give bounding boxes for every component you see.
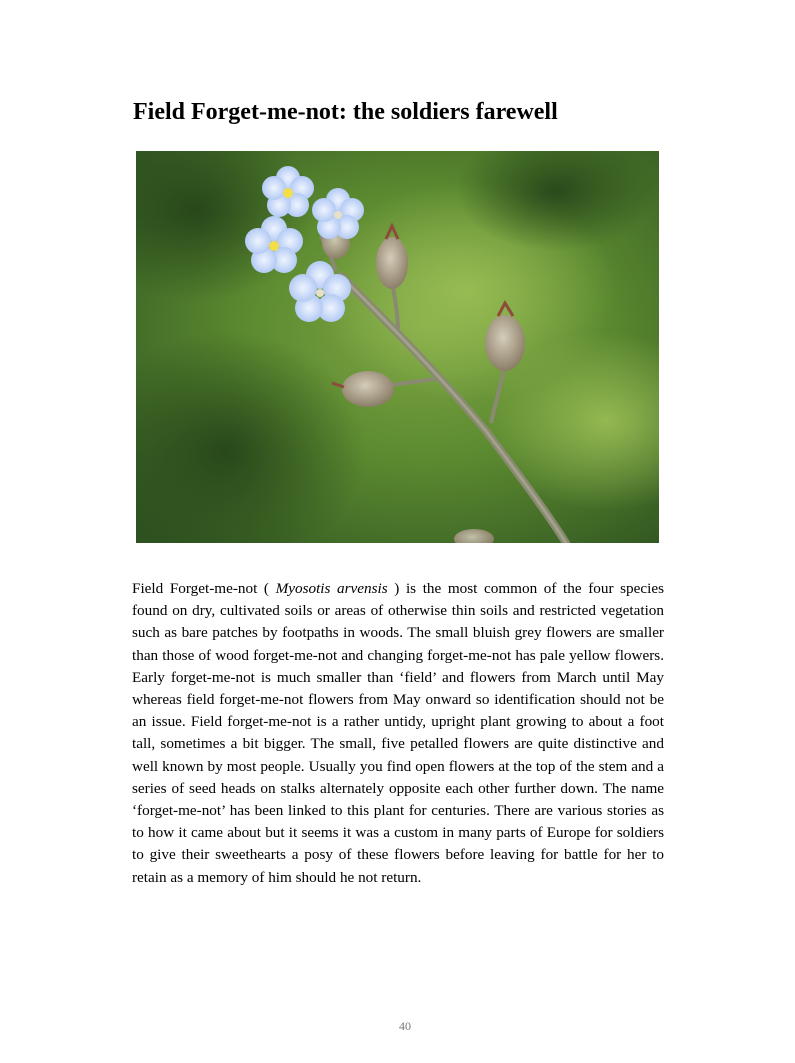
forget-me-not-photo-icon [136,151,659,543]
page-title: Field Forget-me-not: the soldiers farewell [133,99,558,125]
paragraph-intro: Field Forget-me-not ( [132,580,276,597]
paragraph-rest: ) is the most common of the four species found on dry, cultivated soils or areas of otherwise thin soils and restricted vegetation such as bare patches by footpaths in woods. The small bluish grey flowers are smaller than those of wood forget-me-not and changing forget-me-not has pale yellow flowers. Early forget-me-not is much smaller than ‘field’ and flowers from March until May whereas field forget-me-not flowers from May onward so identification should not be an issue. Field forget-me-not is a rather untidy, upright plant growing to about a foot tall, sometimes a bit bigger. The small, five petalled flowers are quite distinctive and well known by most people. Usually you find open flowers at the top of the stem and a series of seed heads on stalks alternately opposite each other further down. The name ‘forget-me-not’ has been linked to this plant for centuries. There are various stories as to how it came about but it seems it was a custom in many parts of Europe for soldiers to give their sweethearts a posy of these flowers before leaving for battle for her to retain as a memory of him should he not return. [132,580,664,886]
flower-photo [136,151,659,543]
body-paragraph [132,578,664,889]
species-name: Myosotis arvensis [275,580,388,597]
page-number: 40 [399,1019,411,1033]
